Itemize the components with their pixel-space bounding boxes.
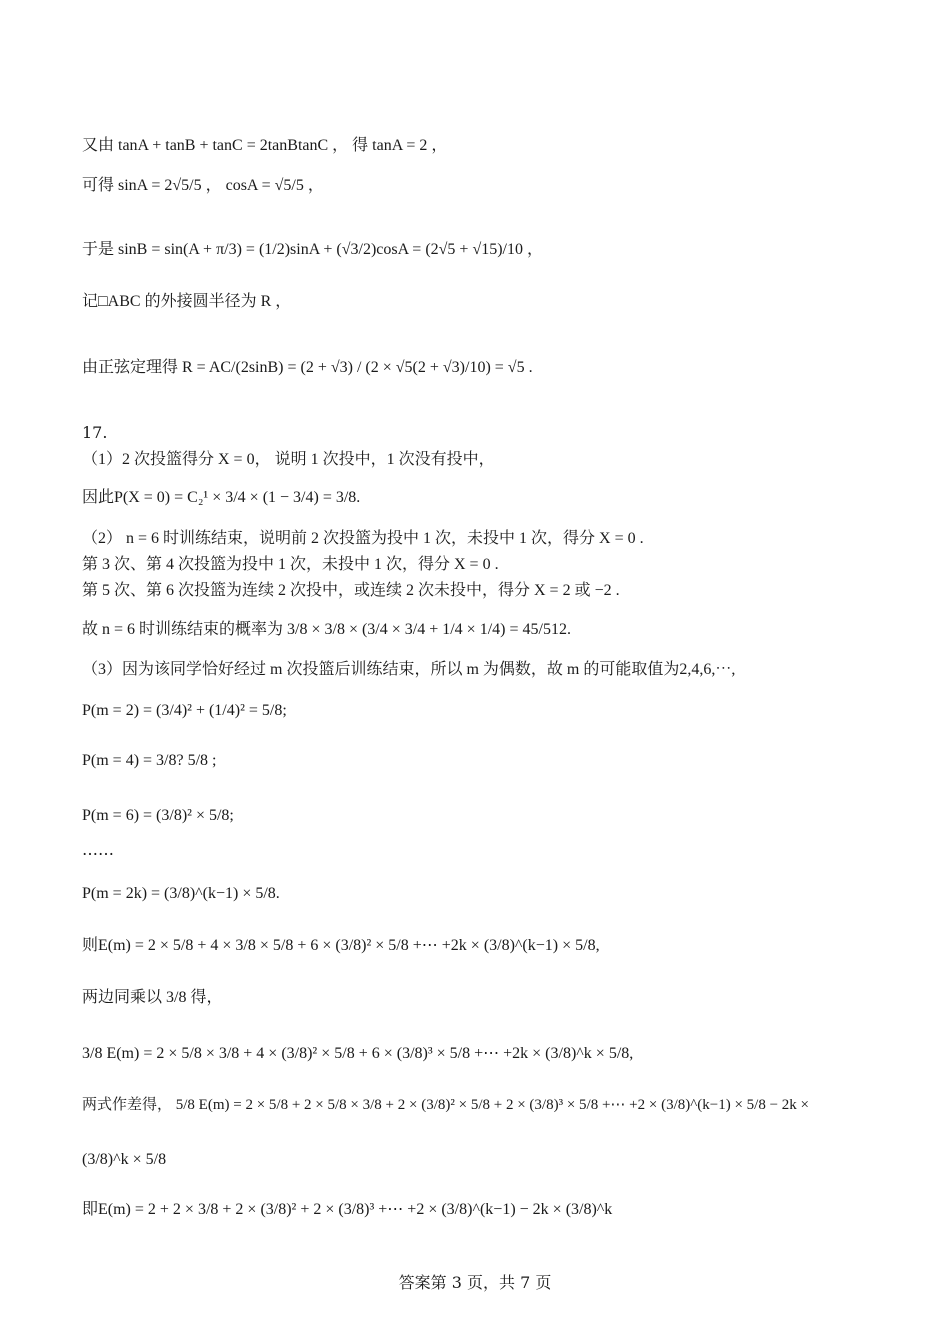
text-line-13: （3）因为该同学恰好经过 m 次投篮后训练结束，所以 m 为偶数，故 m 的可能取值为2,4,6,⋯, [82,661,736,678]
text-line-8: 因此P(X = 0) = C₂¹ × 3/4 × (1 − 3/4) = 3/8. [82,489,361,506]
text-line-5: 由正弦定理得 R = AC/(2sinB) = (2 + √3) / (2 × √5(2 + √3)/10) = √5 . [82,359,533,376]
text-line-18: P(m = 2k) = (3/8)^(k−1) × 5/8. [82,885,280,902]
text-line-10: 第 3 次、第 4 次投篮为投中 1 次，未投中 1 次，得分 X = 0 . [82,556,499,573]
text-line-4: 记□ABC 的外接圆半径为 R ， [82,293,292,310]
text-line-14: P(m = 2) = (3/4)² + (1/4)² = 5/8; [82,702,287,719]
text-line-11: 第 5 次、第 6 次投篮为连续 2 次投中，或连续 2 次未投中，得分 X = 2 或 −2 . [82,582,620,599]
text-line-3: 于是 sinB = sin(A + π/3) = (1/2)sinA + (√3/2)cosA = (2√5 + √15)/10 ， [82,241,544,258]
text-line-22: 两式作差得， 5/8 E(m) = 2 × 5/8 + 2 × 5/8 × 3/8 + 2 × (3/8)² × 5/8 + 2 × (3/8)³ × 5/8 +⋯ +2 × (3/8)^(k−1) × 5/8 − 2k × [82,1097,810,1113]
text-line-23: (3/8)^k × 5/8 [82,1151,167,1168]
page-footer: 答案第 3 页，共 7 页 [398,1273,552,1292]
text-line-7: （1）2 次投篮得分 X = 0， 说明 1 次投中，1 次没有投中， [82,451,495,468]
text-line-24: 即E(m) = 2 + 2 × 3/8 + 2 × (3/8)² + 2 × (3/8)³ +⋯ +2 × (3/8)^(k−1) − 2k × (3/8)^k [82,1201,613,1218]
text-line-20: 两边同乘以 3/8 得， [82,989,223,1006]
text-line-12: 故 n = 6 时训练结束的概率为 3/8 × 3/8 × (3/4 × 3/4 + 1/4 × 1/4) = 45/512. [82,621,571,638]
text-line-21: 3/8 E(m) = 2 × 5/8 × 3/8 + 4 × (3/8)² × 5/8 + 6 × (3/8)³ × 5/8 +⋯ +2k × (3/8)^k × 5/8, [82,1045,634,1062]
text-line-15: P(m = 4) = 3/8? 5/8 ; [82,752,217,769]
text-line-2: 可得 sinA = 2√5/5 ， cosA = √5/5 ， [82,177,324,194]
text-line-1: 又由 tanA + tanB + tanC = 2tanBtanC ， 得 tanA = 2 ， [82,137,448,154]
text-line-9: （2） n = 6 时训练结束，说明前 2 次投篮为投中 1 次，未投中 1 次，得分 X = 0 . [82,530,644,547]
ellipsis-line: …… [82,840,114,859]
text-line-16: P(m = 6) = (3/8)² × 5/8; [82,807,234,824]
text-line-19: 则E(m) = 2 × 5/8 + 4 × 3/8 × 5/8 + 6 × (3/8)² × 5/8 +⋯ +2k × (3/8)^(k−1) × 5/8, [82,937,600,954]
problem-number: 17. [82,423,108,442]
